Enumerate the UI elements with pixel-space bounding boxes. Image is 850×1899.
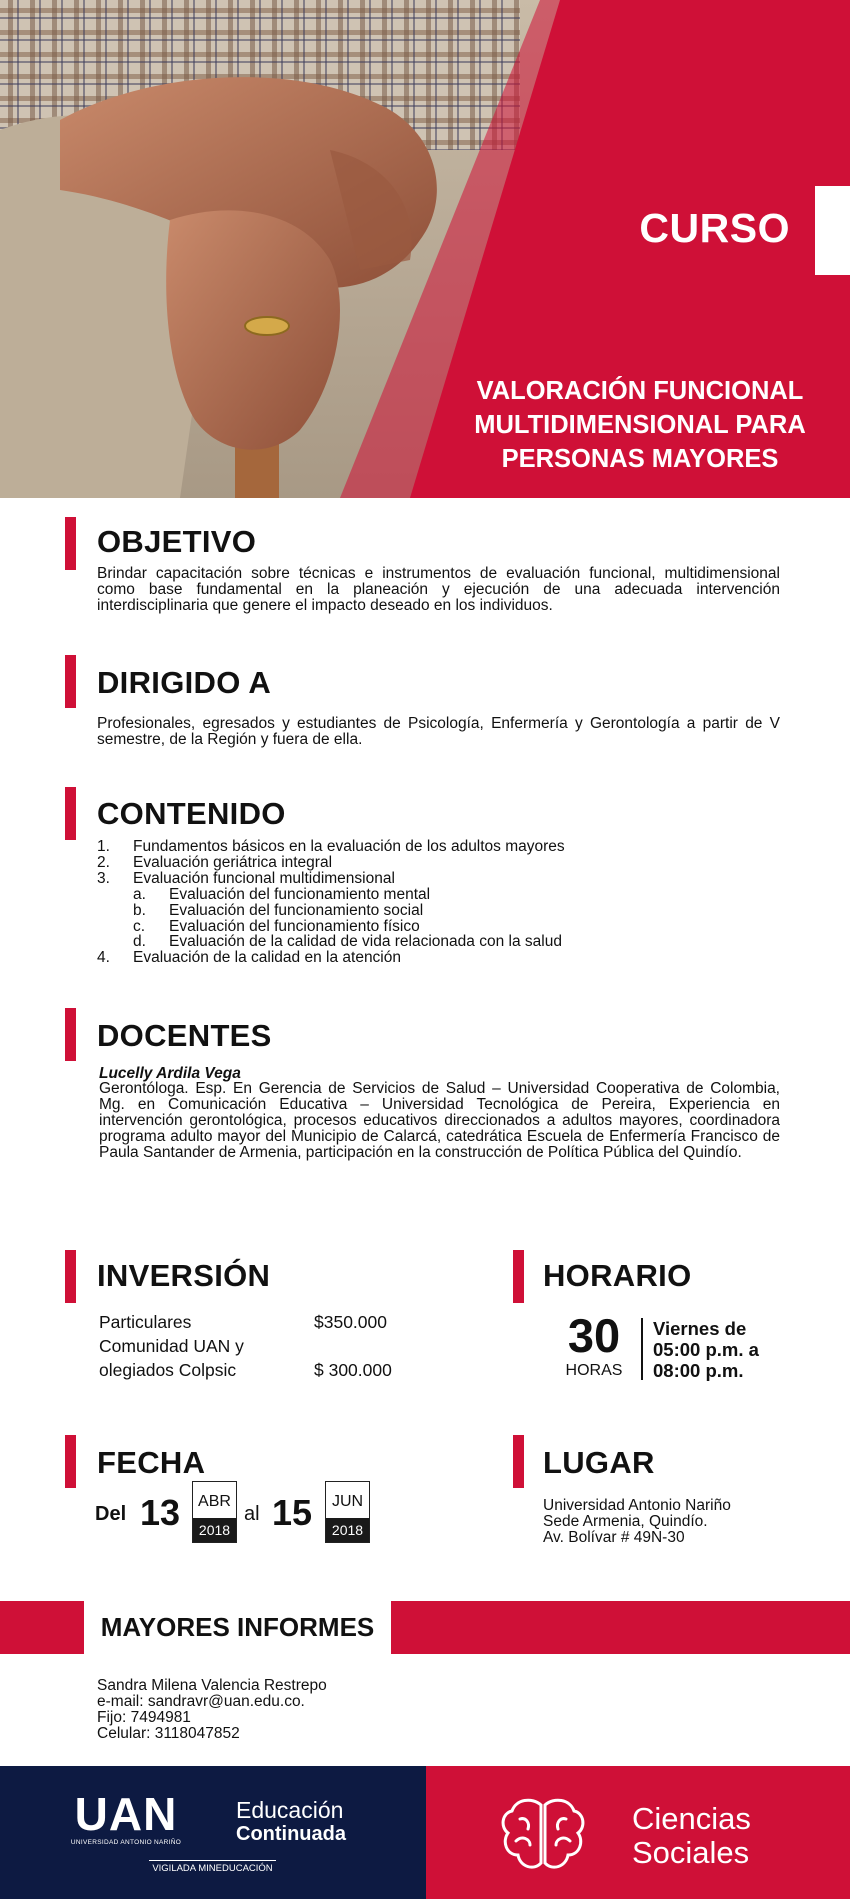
informes-contact [97, 1678, 327, 1742]
list-item: 2. Evaluación geriátrica integral [97, 853, 333, 871]
footer-left [0, 1766, 426, 1899]
uan-logo-subtitle: UNIVERSIDAD ANTONIO NARIÑO [70, 1839, 182, 1846]
horario-hours-label: HORAS [565, 1362, 623, 1379]
list-subitem: d. Evaluación de la calidad de vida relacionada con la salud [133, 933, 562, 951]
docente-name: Lucelly Ardila Vega [99, 1065, 241, 1082]
fecha-del: Del [95, 1503, 127, 1525]
horario-line-1: Viernes de [653, 1318, 747, 1339]
docente-bio: Gerontóloga. Esp. En Gerencia de Servicios de Salud – Universidad Cooperativa de Colombia, Mg. en Comunicación Educativa – Universidad Tecnológica de Pereira, Experiencia en intervención gerontológica, procesos educativos direccionados a adultos mayores, coordinadora programa adulto mayor del Municipio de Calarcá, catedrática Escuela de Enfermería Francisco de Paula Santander de Armenia, participación en la construcción de Política Pública del Quindío. [99, 1080, 780, 1161]
fecha-start-month-box [192, 1481, 237, 1543]
lugar-line-3: Av. Bolívar # 49N-30 [543, 1529, 685, 1546]
list-subitem: b. Evaluación del funcionamiento social [133, 901, 424, 919]
course-title-line-1: VALORACIÓN FUNCIONAL [476, 377, 804, 405]
educacion-line-2: Continuada [236, 1823, 346, 1845]
fecha-al: al [244, 1503, 260, 1525]
dirigido-text: Profesionales, egresados y estudiantes de Psicología, Enfermería y Gerontología a partir de V semestre, de la Región y fuera de ella. [97, 715, 780, 748]
inversion-row-comunidad-label-b: olegiados Colpsic [99, 1360, 237, 1380]
course-title-line-2: MULTIDIMENSIONAL PARA [474, 411, 806, 439]
objetivo-text: Brindar capacitación sobre técnicas e instrumentos de evaluación funcional, multidimensional como base fundamental en la planeación y ejecución de una adecuada intervención interdisciplinaria que genere el impacto deseado en los individuos. [97, 565, 780, 614]
fecha-start-year: 2018 [193, 1518, 236, 1542]
lugar-accent-bar [513, 1435, 524, 1488]
lugar-title: LUGAR [543, 1445, 655, 1480]
fecha-title: FECHA [97, 1445, 206, 1480]
list-item: 4. Evaluación de la calidad en la atención [97, 949, 401, 967]
horario-divider [641, 1318, 643, 1380]
educacion-line-1: Educación [236, 1797, 344, 1823]
course-title [450, 374, 830, 476]
objetivo-title: OBJETIVO [97, 524, 257, 559]
docentes-accent-bar [65, 1008, 76, 1061]
fecha-end-month: JUN [331, 1493, 364, 1510]
objetivo-accent-bar [65, 517, 76, 570]
fecha-accent-bar [65, 1435, 76, 1488]
inversion-row-particulares-price: $350.000 [314, 1312, 387, 1332]
dirigido-title: DIRIGIDO A [97, 665, 272, 700]
fecha-end-day: 15 [272, 1492, 313, 1533]
informes-phone: Fijo: 7494981 [97, 1709, 191, 1726]
horario-accent-bar [513, 1250, 524, 1303]
informes-contact-name: Sandra Milena Valencia Restrepo [97, 1677, 327, 1694]
fecha-start-month: ABR [198, 1493, 231, 1510]
ciencias-line-2: Sociales [632, 1835, 750, 1870]
contenido-list [97, 839, 780, 966]
horario-hours-number: 30 [567, 1309, 621, 1362]
list-subitem: c. Evaluación del funcionamiento físico [133, 917, 420, 935]
informes-mobile: Celular: 3118047852 [97, 1725, 240, 1742]
fecha-end-year: 2018 [326, 1518, 369, 1542]
informes-title: MAYORES INFORMES [100, 1612, 375, 1642]
educacion-continuada [236, 1798, 346, 1846]
list-subitem: a. Evaluación del funcionamiento mental [133, 885, 431, 903]
ciencias-sociales [632, 1802, 751, 1870]
fecha-start-day: 13 [140, 1492, 181, 1533]
course-title-line-3: PERSONAS MAYORES [501, 445, 779, 473]
informes-email: e-mail: sandravr@uan.edu.co. [97, 1693, 305, 1710]
docentes-title: DOCENTES [97, 1018, 272, 1053]
inversion-row-comunidad-price: $ 300.000 [314, 1360, 392, 1380]
ciencias-line-1: Ciencias [632, 1801, 751, 1836]
lugar-line-1: Universidad Antonio Nariño [543, 1497, 731, 1514]
horario-schedule [653, 1318, 759, 1381]
inversion-row-particulares-label: Particulares [99, 1312, 192, 1332]
vigilada-label: VIGILADA MINEDUCACIÓN [149, 1860, 276, 1874]
horario-title: HORARIO [543, 1258, 692, 1293]
contenido-title: CONTENIDO [97, 796, 286, 831]
horario-line-3: 08:00 p.m. [653, 1360, 744, 1381]
dirigido-accent-bar [65, 655, 76, 708]
lugar-line-2: Sede Armenia, Quindío. [543, 1513, 708, 1530]
lugar-address [543, 1498, 731, 1546]
inversion-accent-bar [65, 1250, 76, 1303]
list-item: 3. Evaluación funcional multidimensional [97, 869, 395, 887]
list-item: 1. Fundamentos básicos en la evaluación de los adultos mayores [97, 838, 565, 855]
curso-badge: CURSO [639, 205, 790, 251]
brain-icon [500, 1795, 586, 1875]
inversion-title: INVERSIÓN [97, 1258, 271, 1293]
fecha-end-month-box [325, 1481, 370, 1543]
uan-logo: UAN [74, 1788, 178, 1840]
hero-banner [0, 0, 850, 498]
horario-line-2: 05:00 p.m. a [653, 1339, 759, 1360]
contenido-accent-bar [65, 787, 76, 840]
inversion-row-comunidad-label-a: Comunidad UAN y [99, 1336, 244, 1356]
